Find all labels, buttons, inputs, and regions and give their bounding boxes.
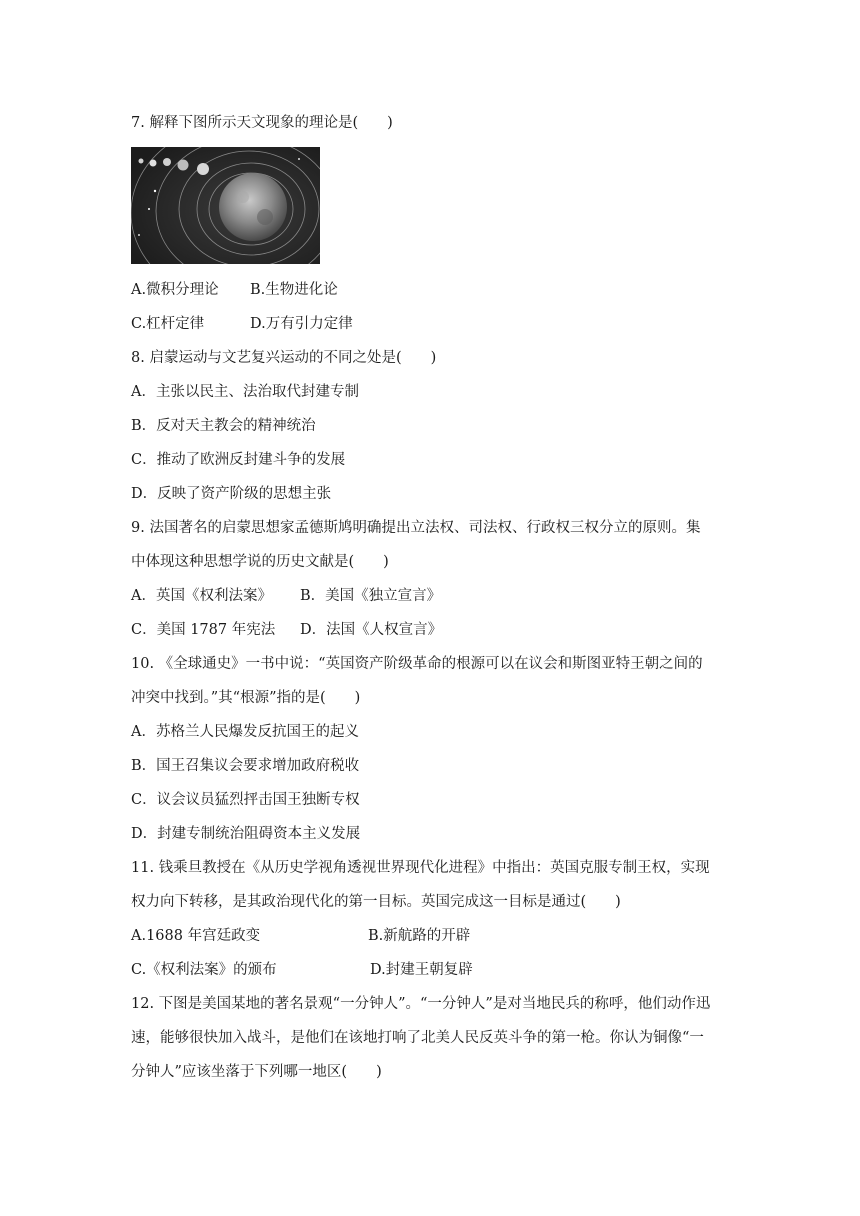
question-8-option-d: D．反映了资产阶级的思想主张 [131,486,332,502]
question-7-option-d: D.万有引力定律 [250,316,353,332]
question-10-option-a: A．苏格兰人民爆发反抗国王的起义 [131,724,359,740]
question-9-option-d: D．法国《人权宣言》 [300,622,443,638]
question-11-option-d: D.封建王朝复辟 [370,962,473,978]
question-12-stem-line-2: 速，能够很快加入战斗，是他们在该地打响了北美人民反英斗争的第一枪。你认为铜像“一 [131,1030,704,1046]
question-10-option-c: C．议会议员猛烈抨击国王独断专权 [131,792,360,808]
sun-circle [219,173,287,241]
question-12-stem-line-3: 分钟人”应该坐落于下列哪一地区( ) [131,1064,382,1080]
question-7-stem: 7. 解释下图所示天文现象的理论是( ) [131,115,393,131]
question-10-option-b: B．国王召集议会要求增加政府税收 [131,758,360,774]
question-10-option-d: D．封建专制统治阻碍资本主义发展 [131,826,361,842]
question-9-option-b: B．美国《独立宣言》 [300,588,442,604]
question-9-option-c: C．美国 1787 年宪法 [131,622,276,638]
question-11-option-a: A.1688 年宫廷政变 [131,928,261,944]
question-11-option-b: B.新航路的开辟 [368,928,471,944]
solar-system-illustration [131,147,320,264]
question-8-option-c: C．推动了欧洲反封建斗争的发展 [131,452,346,468]
question-9-stem-line-2: 中体现这种思想学说的历史文献是( ) [131,554,389,570]
question-11-stem-line-2: 权力向下转移，是其政治现代化的第一目标。英国完成这一目标是通过( ) [131,894,621,910]
question-9-stem-line-1: 9. 法国著名的启蒙思想家孟德斯鸠明确提出立法权、司法权、行政权三权分立的原则。集 [131,520,701,536]
question-12-stem-line-1: 12. 下图是美国某地的著名景观“一分钟人”。“一分钟人”是对当地民兵的称呼，他们动作迅 [131,996,711,1012]
question-9-option-a: A．英国《权利法案》 [131,588,272,604]
question-10-stem-line-2: 冲突中找到。”其“根源”指的是( ) [131,690,361,706]
question-7-option-c: C.杠杆定律 [131,316,205,332]
solar-system-image [131,147,320,264]
question-8-option-a: A．主张以民主、法治取代封建专制 [131,384,359,400]
question-11-stem-line-1: 11. 钱乘旦教授在《从历史学视角透视世界现代化进程》中指出：英国克服专制王权，实现 [131,860,710,876]
question-7-option-b: B.生物进化论 [250,282,338,298]
question-7-option-a: A.微积分理论 [131,282,219,298]
question-10-stem-line-1: 10. 《全球通史》一书中说：“英国资产阶级革命的根源可以在议会和斯图亚特王朝之间的 [131,656,703,672]
question-8-option-b: B．反对天主教会的精神统治 [131,418,316,434]
question-11-option-c: C.《权利法案》的颁布 [131,962,277,978]
question-8-stem: 8. 启蒙运动与文艺复兴运动的不同之处是( ) [131,350,437,366]
